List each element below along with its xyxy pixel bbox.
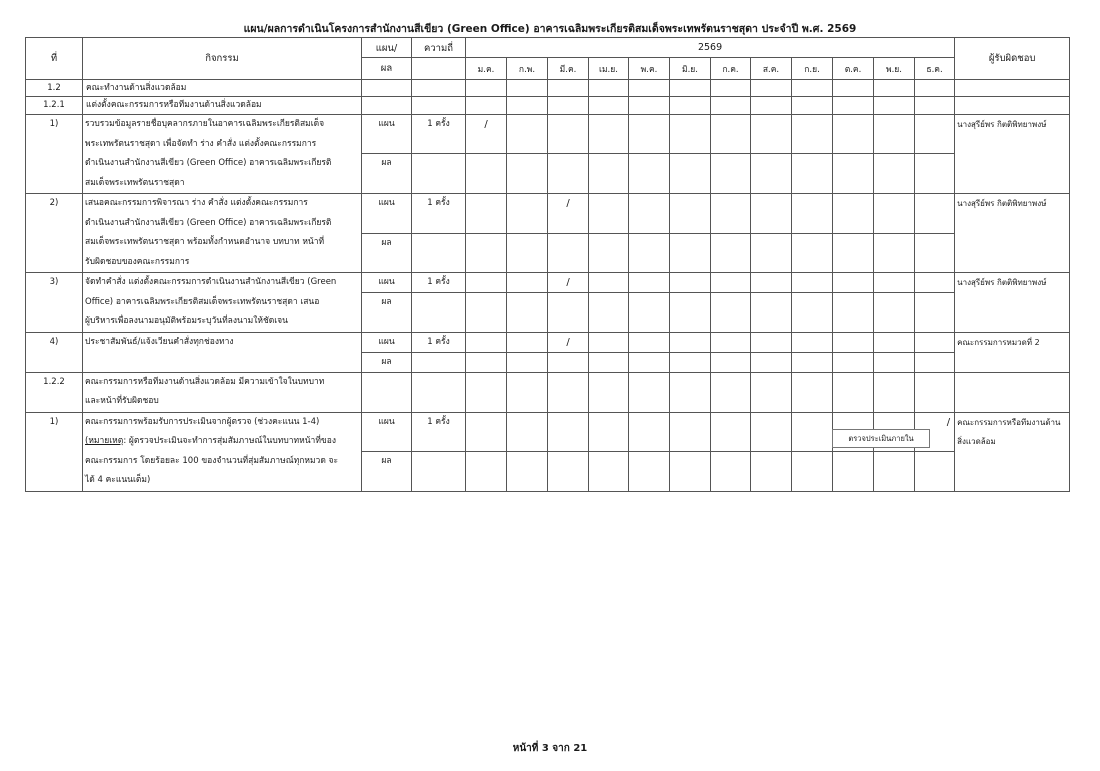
activity-line: ผู้บริหารเพื่อลงนามอนุมัติพร้อมระบุวันที่ลงนามให้ชัดเจน <box>85 316 288 326</box>
month-header: ก.ค. <box>711 58 751 80</box>
activity-line: สมเด็จพระเทพรัตนราชสุดา <box>85 177 185 188</box>
responsible-person: นางสุรีย์พร กิตติพิทยาพงษ์ <box>955 273 1070 333</box>
frequency-value: 1 ครั้ง <box>412 412 466 452</box>
activity-row-a2-plan <box>26 194 1070 234</box>
responsible-person <box>955 412 1070 491</box>
note-text: : ผู้ตรวจประเมินจะทำการสุ่มสัมภาษณ์ในบทบาทหน้าที่ของ <box>123 436 336 446</box>
section-no: 1.2.1 <box>26 97 83 115</box>
activity-no: 3) <box>26 273 83 333</box>
plan-check-mark: / <box>466 115 507 154</box>
activity-no: 1) <box>26 115 83 194</box>
section-row-1-2 <box>26 80 1070 97</box>
activity-line: รับผิดชอบของคณะกรรมการ <box>85 256 190 267</box>
activity-line: สมเด็จพระเทพรัตนราชสุดา พร้อมทั้งกำหนดอำนาจ บทบาท หน้าที่ <box>85 237 325 247</box>
activity-line: พระเทพรัตนราชสุดา เพื่อจัดทำ ร่าง คำสั่ง แต่งตั้งคณะกรรมการ <box>85 138 317 149</box>
section-line: คณะกรรมการหรือทีมงานด้านสิ่งแวดล้อม มีความเข้าใจในบทบาท <box>85 376 325 387</box>
page-number: หน้าที่ 3 จาก 21 <box>512 743 588 754</box>
activity-line: จัดทำคำสั่ง แต่งตั้งคณะกรรมการดำเนินงานสำนักงานสีเขียว (Green <box>85 277 337 287</box>
result-label: ผล <box>362 352 412 372</box>
month-header: ธ.ค. <box>915 58 955 80</box>
plan-check-mark: / <box>915 412 955 452</box>
responsible-line: สิ่งแวดล้อม <box>957 437 996 446</box>
section-line: และหน้าที่รับผิดชอบ <box>85 396 159 406</box>
responsible-person: คณะกรรมการหมวดที่ 2 <box>955 332 1070 372</box>
month-header: พ.ย. <box>874 58 915 80</box>
activity-line: ได้ 4 คะแนนเต็ม) <box>85 475 151 485</box>
plan-label: แผน <box>362 115 412 154</box>
frequency-value: 1 ครั้ง <box>412 273 466 293</box>
plan-label: แผน <box>362 412 412 452</box>
section-row-1-2-1 <box>26 97 1070 115</box>
activity-line: ดำเนินงานสำนักงานสีเขียว (Green Office) อาคารเฉลิมพระเกียรติ <box>85 158 332 168</box>
month-header: มิ.ย. <box>670 58 711 80</box>
activity-text <box>83 412 362 491</box>
frequency-value: 1 ครั้ง <box>412 332 466 352</box>
plan-check-mark: / <box>548 273 589 293</box>
activity-text <box>83 273 362 333</box>
section-row-1-2-2 <box>26 372 1070 412</box>
section-title: แต่งตั้งคณะกรรมการหรือทีมงานด้านสิ่งแวดล้อม <box>83 97 362 115</box>
activity-line: รวบรวมข้อมูลรายชื่อบุคลากรภายในอาคารเฉลิมพระเกียรติสมเด็จ <box>85 119 325 129</box>
internal-audit-note: ตรวจประเมินภายใน <box>832 429 930 448</box>
responsible-person: นางสุรีย์พร กิตติพิทยาพงษ์ <box>955 194 1070 273</box>
plan-label: แผน <box>362 332 412 352</box>
responsible-line: คณะกรรมการหรือทีมงานด้าน <box>957 417 1061 427</box>
activity-text <box>83 332 362 372</box>
result-label: ผล <box>362 233 412 273</box>
section-title: คณะทำงานด้านสิ่งแวดล้อม <box>83 80 362 97</box>
frequency-value: 1 ครั้ง <box>412 115 466 154</box>
plan-check-mark: / <box>548 194 589 234</box>
activity-line <box>85 432 359 452</box>
plan-check-mark: / <box>548 332 589 352</box>
month-header: มี.ค. <box>548 58 589 80</box>
header-plan-result-2: ผล <box>362 58 412 80</box>
result-label: ผล <box>362 153 412 193</box>
activity-line: ประชาสัมพันธ์/แจ้งเวียนคำสั่งทุกช่องทาง <box>85 336 234 347</box>
header-frequency: ความถี่ <box>412 38 466 58</box>
activity-no: 2) <box>26 194 83 273</box>
responsible-person: นางสุรีย์พร กิตติพิทยาพงษ์ <box>955 115 1070 194</box>
plan-table <box>25 37 1070 492</box>
activity-line: คณะกรรมการพร้อมรับการประเมินจากผู้ตรวจ (ช่วงคะแนน 1-4) <box>85 416 320 427</box>
plan-label: แผน <box>362 273 412 293</box>
section-no: 1.2 <box>26 80 83 97</box>
activity-row-a1-plan <box>26 115 1070 154</box>
header-responsible: ผู้รับผิดชอบ <box>955 38 1070 80</box>
section-no: 1.2.2 <box>26 372 83 412</box>
header-frequency-cont <box>412 58 466 80</box>
activity-row-a3-plan <box>26 273 1070 293</box>
note-label: (หมายเหตุ <box>85 436 124 446</box>
section-title <box>83 372 362 412</box>
month-header: พ.ค. <box>629 58 670 80</box>
activity-line: ดำเนินงานสำนักงานสีเขียว (Green Office) อาคารเฉลิมพระเกียรติ <box>85 217 332 228</box>
month-header: ก.ย. <box>792 58 833 80</box>
month-header: ต.ค. <box>833 58 874 80</box>
activity-row-a4-plan <box>26 332 1070 352</box>
activity-text <box>83 194 362 273</box>
month-header: ส.ค. <box>751 58 792 80</box>
month-header: ก.พ. <box>507 58 548 80</box>
result-label: ผล <box>362 452 412 492</box>
plan-label: แผน <box>362 194 412 234</box>
header-no: ที่ <box>26 38 83 80</box>
frequency-value: 1 ครั้ง <box>412 194 466 234</box>
result-label: ผล <box>362 293 412 332</box>
activity-no: 4) <box>26 332 83 372</box>
activity-line: คณะกรรมการ โดยร้อยละ 100 ของจำนวนที่สุ่มสัมภาษณ์ทุกหมวด จะ <box>85 455 339 466</box>
header-year: 2569 <box>466 38 955 58</box>
month-header: เม.ย. <box>589 58 629 80</box>
activity-line: Office) อาคารเฉลิมพระเกียรติสมเด็จพระเทพรัตนราชสุดา เสนอ <box>85 296 320 307</box>
activity-no: 1) <box>26 412 83 491</box>
activity-text <box>83 115 362 194</box>
header-plan-result: แผน/ <box>362 38 412 58</box>
header-activity: กิจกรรม <box>83 38 362 80</box>
month-header: ม.ค. <box>466 58 507 80</box>
header-row-1 <box>26 38 1070 58</box>
document-title: แผน/ผลการดำเนินโครงการสำนักงานสีเขียว (Green Office) อาคารเฉลิมพระเกียรติสมเด็จพระเทพรัตนราชสุดา ประจำปี พ.ศ. 2569 <box>243 23 857 35</box>
activity-line: เสนอคณะกรรมการพิจารณา ร่าง คำสั่ง แต่งตั้งคณะกรรมการ <box>85 198 308 208</box>
